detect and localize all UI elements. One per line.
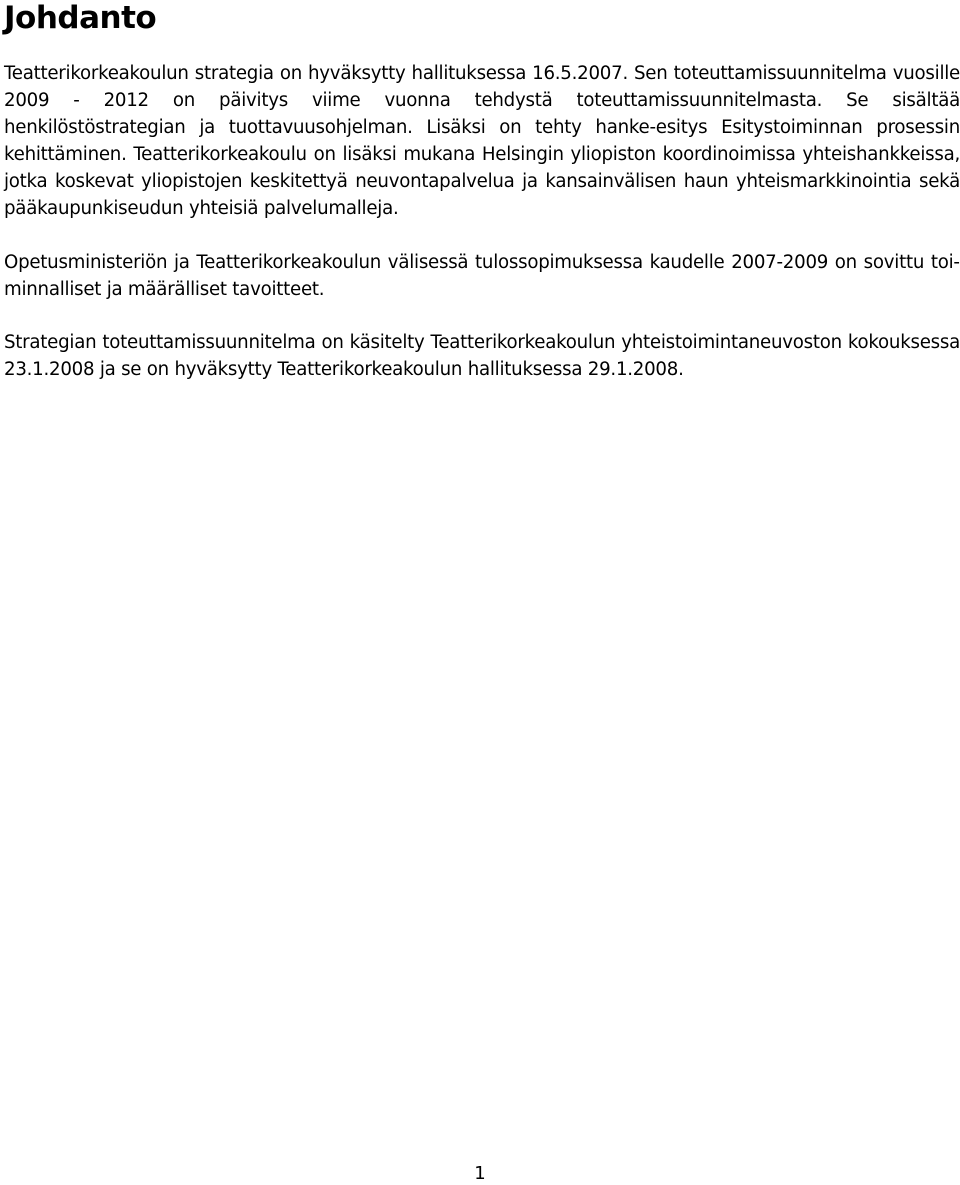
page-number: 1: [474, 1163, 486, 1184]
page-title: Johdanto: [4, 0, 157, 36]
paragraph-intro: Teatterikorkeakoulun strategia on hyväksytty hallituksessa 16.5.2007. Sen toteuttamissuunnitelma vuosille 2009 - 2012 on päivitys viime vuonna tehdystä toteuttamissuunnitelmasta. Se sisältää henkilöstöstrategian ja tuottavuusohjelman. Lisäksi on tehty hanke-esitys Esitystoiminnan prosessin kehittäminen. Teatterikorkeakoulu on lisäksi mukana Helsingin yliopiston koordinoimissa yhteishankkeissa, jotka koskevat yliopistojen keskitettyä neuvontapalvelua ja kansainvälisen haun yhteismarkkinointia sekä pääkaupunkiseudun yhteisiä palvelumalleja.: [4, 63, 960, 220]
paragraph-approval: Strategian toteuttamissuunnitelma on käsitelty Teatterikorkeakoulun yhteistoimintaneuvoston kokouksessa 23.1.2008 ja se on hyväksytty Teatterikorkeakoulun hallituksessa 29.1.2008.: [4, 331, 960, 380]
paragraph-performance-agreement: Opetusministeriön ja Teatterikorkeakoulun välisessä tulossopimuksessa kaudelle 2007-2009 on sovittu toiminnalliset ja määrälliset tavoitteet.: [4, 251, 960, 300]
body-text: [4, 60, 960, 409]
